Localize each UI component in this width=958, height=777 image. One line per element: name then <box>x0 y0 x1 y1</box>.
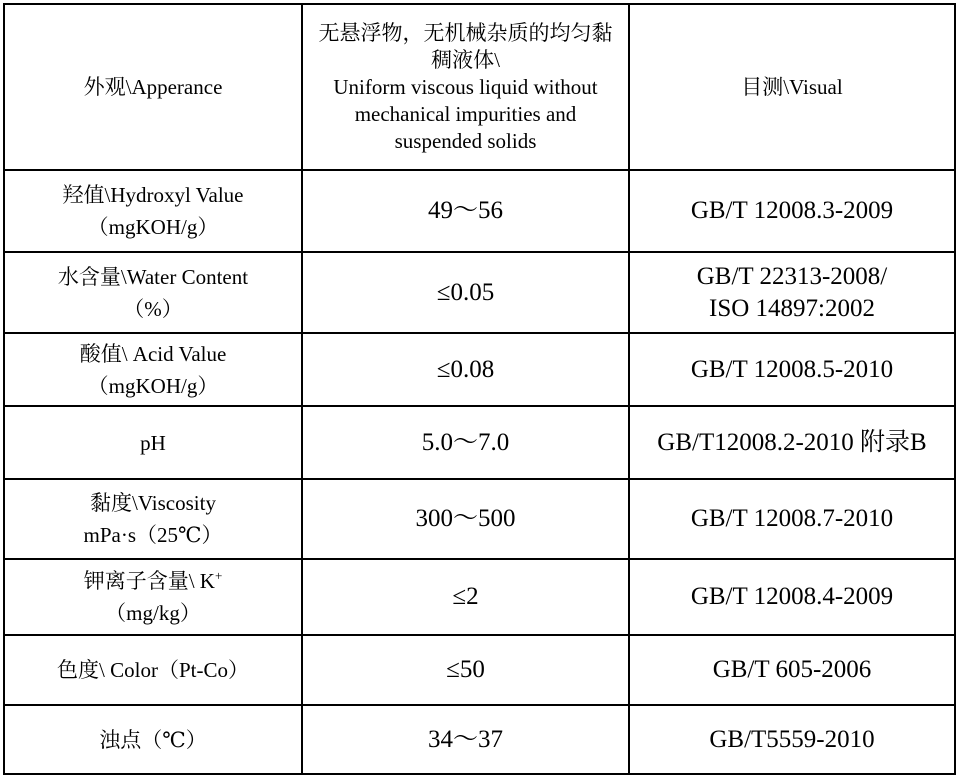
method-text: GB/T 12008.7-2010 <box>690 505 894 532</box>
table-row-color <box>4 635 955 705</box>
spec-value: 300～500 <box>415 505 516 532</box>
table-row-cloud-point <box>4 705 955 774</box>
spec-value: ≤2 <box>452 583 479 610</box>
item-cell <box>4 333 302 406</box>
method-text: GB/T 12008.5-2010 <box>690 355 894 383</box>
method-text: ISO 14897:2002 <box>709 294 875 322</box>
table-row-hydroxyl-value <box>4 170 955 252</box>
table-row-acid-value <box>4 333 955 406</box>
table-row-potassium-ion <box>4 559 955 635</box>
specification-cell <box>302 406 629 479</box>
method-cell <box>629 170 955 252</box>
spec-text-line: 无悬浮物，无机械杂质的均匀黏 <box>318 20 613 45</box>
item-cell <box>4 252 302 333</box>
specification-cell <box>302 559 629 635</box>
specification-cell <box>302 252 629 333</box>
spec-value: 49～56 <box>427 197 503 224</box>
spec-value: ≤0.08 <box>436 355 495 383</box>
specification-cell <box>302 4 629 170</box>
specification-cell <box>302 479 629 559</box>
method-text: GB/T12008.2-2010 附录B <box>657 428 927 456</box>
method-text: GB/T 12008.3-2009 <box>690 197 894 224</box>
item-unit: （mgKOH/g） <box>87 373 219 398</box>
item-unit: mPa·s（25℃） <box>83 523 223 547</box>
method-text: GB/T 12008.4-2009 <box>690 583 894 610</box>
specification-cell <box>302 333 629 406</box>
item-unit: （mg/kg） <box>105 601 201 625</box>
item-cell <box>4 4 302 170</box>
item-cell <box>4 635 302 705</box>
table-row-viscosity <box>4 479 955 559</box>
item-label: 羟值\Hydroxyl Value <box>62 183 244 207</box>
table-row-ph <box>4 406 955 479</box>
item-cell <box>4 406 302 479</box>
method-cell <box>629 333 955 406</box>
item-label: 钾离子含量\ K <box>83 569 215 593</box>
table-row-water-content <box>4 252 955 333</box>
method-cell <box>629 559 955 635</box>
spec-text-line: mechanical impurities and <box>354 101 577 126</box>
method-text: GB/T5559-2010 <box>709 725 875 753</box>
specification-cell <box>302 705 629 774</box>
spec-value: ≤50 <box>446 656 485 683</box>
method-cell <box>629 4 955 170</box>
spec-value: 34～37 <box>427 725 503 753</box>
item-cell <box>4 479 302 559</box>
item-label: 水含量\Water Content <box>57 264 249 289</box>
item-label: pH <box>140 430 166 455</box>
spec-text-line: Uniform viscous liquid without <box>333 74 598 99</box>
method-text: GB/T 605-2006 <box>712 656 872 683</box>
method-cell <box>629 635 955 705</box>
method-text: 目测\Visual <box>741 74 843 99</box>
method-cell <box>629 479 955 559</box>
item-label: 酸值\ Acid Value <box>79 341 227 366</box>
item-label: 浊点（℃） <box>99 727 207 752</box>
specification-cell <box>302 635 629 705</box>
method-cell <box>629 705 955 774</box>
spec-value: ≤0.05 <box>436 278 495 306</box>
method-text: GB/T 22313-2008/ <box>696 262 888 290</box>
item-cell <box>4 170 302 252</box>
spec-value: 5.0～7.0 <box>421 428 510 456</box>
item-label-line <box>9 565 297 597</box>
item-label: 色度\ Color（Pt-Co） <box>57 658 249 682</box>
table-row-appearance <box>4 4 955 170</box>
item-cell <box>4 705 302 774</box>
item-label: 黏度\Viscosity <box>90 491 216 515</box>
item-unit: （mgKOH/g） <box>87 215 219 239</box>
method-cell <box>629 406 955 479</box>
specification-cell <box>302 170 629 252</box>
method-cell <box>629 252 955 333</box>
specification-table <box>3 3 956 775</box>
spec-text-line: suspended solids <box>394 128 537 153</box>
spec-text-line: 稠液体\ <box>431 47 500 72</box>
item-unit: （%） <box>123 296 183 321</box>
item-superscript: + <box>214 568 223 583</box>
item-cell <box>4 559 302 635</box>
item-label: 外观\Apperance <box>83 75 223 99</box>
